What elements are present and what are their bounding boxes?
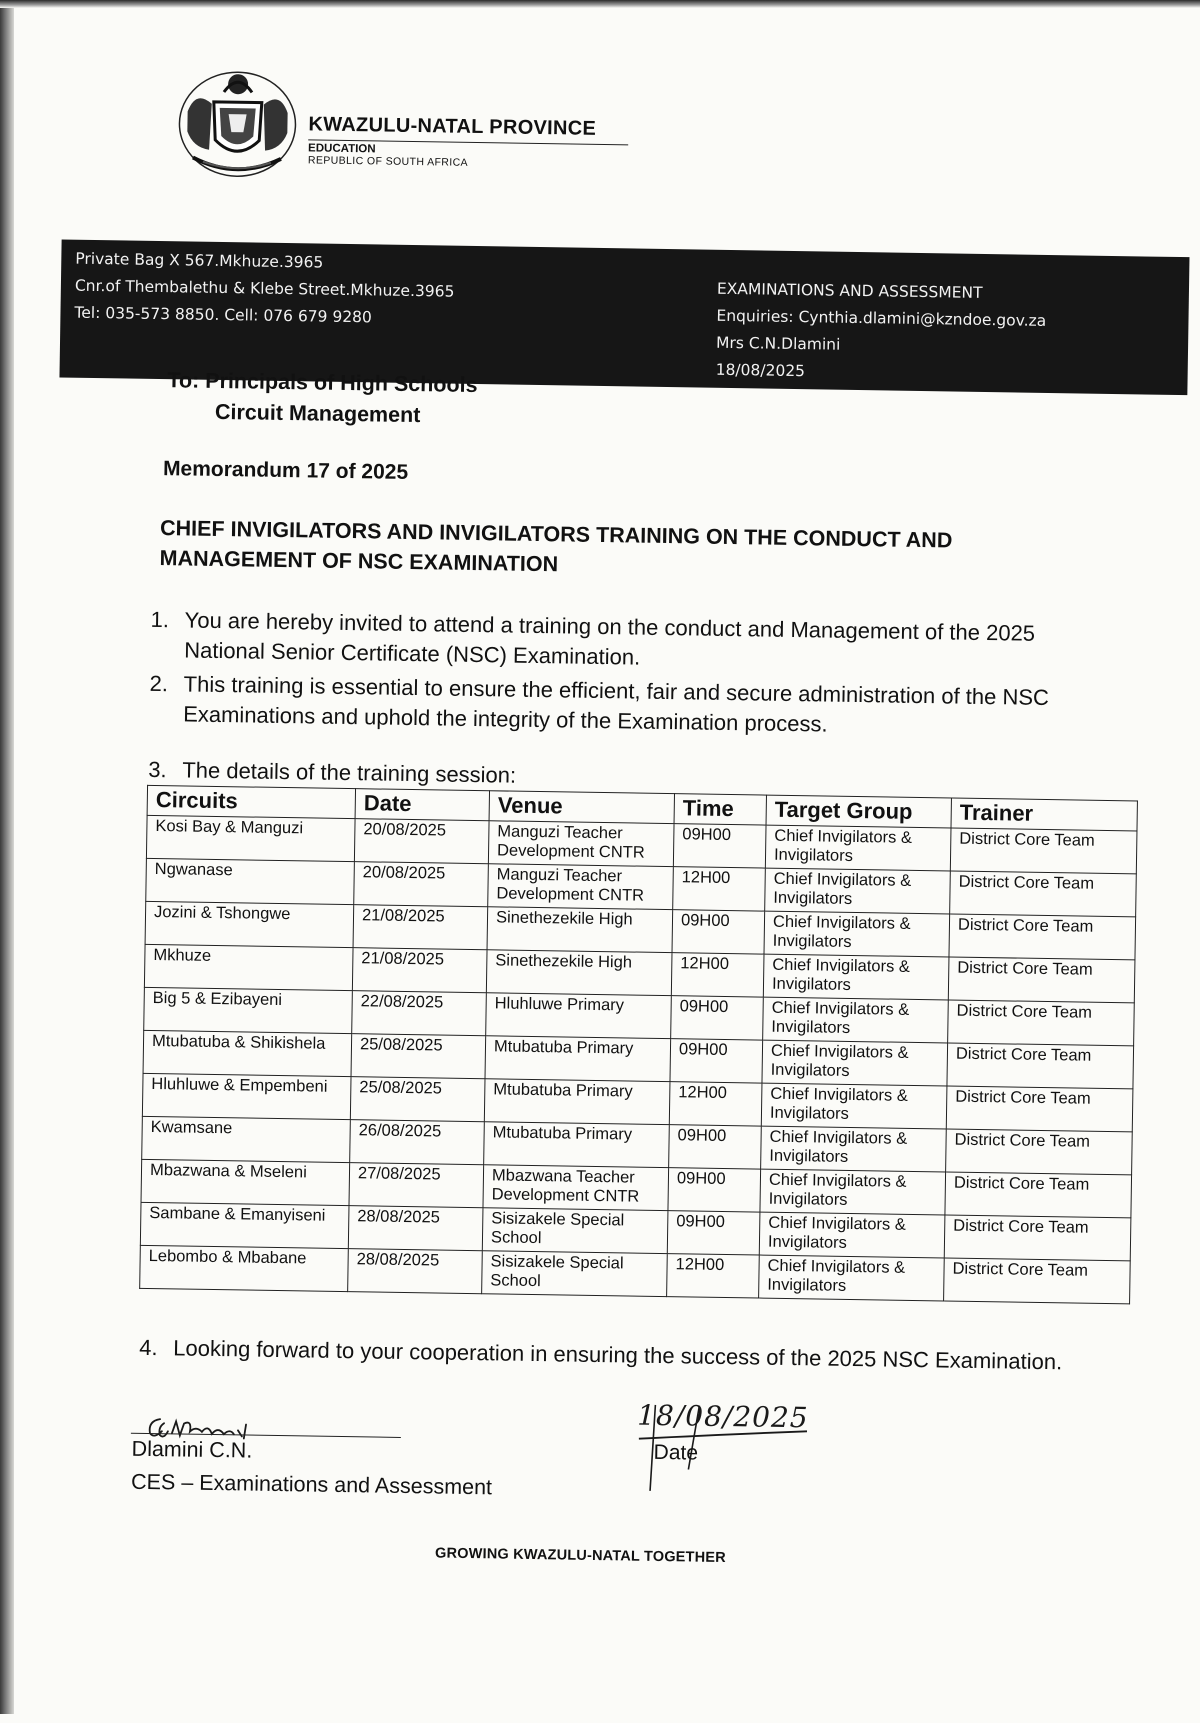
cell-trainer: District Core Team [950, 871, 1137, 917]
address-block [74, 246, 455, 333]
org-heading [308, 113, 629, 171]
signatory-block [131, 1433, 493, 1505]
paragraph-text: Looking forward to your cooperation in ensuring the success of the 2025 NSC Examination. [173, 1335, 1063, 1375]
coat-of-arms-icon [173, 61, 303, 181]
enquiries-line: Enquiries: Cynthia.dlamini@kzndoe.gov.za [716, 306, 1047, 330]
cell-target-group: Chief Invigilators & Invigilators [759, 1255, 945, 1301]
signatory-title: CES – Examinations and Assessment [130, 1469, 493, 1500]
cell-target-group: Chief Invigilators & Invigilators [763, 954, 949, 1000]
cell-target-group: Chief Invigilators & Invigilators [765, 868, 951, 914]
paragraph-4 [139, 1333, 1089, 1378]
recipients [167, 365, 478, 432]
cell-circuit: Mkhuze [144, 944, 353, 990]
header-trainer: Trainer [951, 798, 1137, 831]
cell-date: 21/08/2025 [353, 905, 488, 950]
cell-trainer: District Core Team [947, 1043, 1134, 1089]
cell-trainer: District Core Team [945, 1172, 1132, 1218]
banner-date: 18/08/2025 [715, 360, 806, 381]
cell-trainer: District Core Team [950, 828, 1137, 874]
cell-trainer: District Core Team [949, 914, 1136, 960]
department-name: EDUCATION [308, 142, 376, 156]
cell-venue: Mtubatuba Primary [484, 1122, 670, 1168]
cell-date: 26/08/2025 [350, 1120, 485, 1165]
date-label: Date [653, 1440, 699, 1465]
province-name: KWAZULU-NATAL PROVINCE [308, 113, 597, 140]
cell-date: 28/08/2025 [348, 1206, 483, 1251]
cell-time: 09H00 [672, 910, 765, 954]
header-time: Time [674, 794, 766, 825]
address-line-2: Cnr.of Thembalethu & Klebe Street.Mkhuze.3965 [74, 276, 455, 301]
cell-venue: Mbazwana Teacher Development CNTR [483, 1165, 669, 1211]
cell-time: 09H00 [671, 996, 764, 1040]
cell-venue: Mtubatuba Primary [484, 1079, 670, 1125]
cell-target-group: Chief Invigilators & Invigilators [761, 1083, 947, 1129]
cell-circuit: Mbazwana & Mseleni [141, 1159, 350, 1205]
cell-trainer: District Core Team [944, 1258, 1131, 1304]
cell-time: 12H00 [673, 867, 766, 911]
unit-name: EXAMINATIONS AND ASSESSMENT [716, 279, 983, 302]
paragraph-text: This training is essential to ensure the efficient, fair and secure administration of the NSC Examinations and uphold the integrity of the Examination process. [182, 671, 1050, 737]
cell-target-group: Chief Invigilators & Invigilators [760, 1169, 946, 1215]
cell-time: 09H00 [673, 824, 766, 868]
cell-trainer: District Core Team [948, 1000, 1135, 1046]
enquiries-block [715, 276, 1046, 389]
cell-circuit: Kwamsane [142, 1116, 351, 1162]
paragraph-1 [150, 605, 1101, 680]
cell-target-group: Chief Invigilators & Invigilators [763, 997, 949, 1043]
cell-circuit: Kosi Bay & Manguzi [146, 815, 355, 861]
cell-venue: Manguzi Teacher Development CNTR [488, 821, 674, 867]
contact-line: Tel: 035-573 8850. Cell: 076 679 9280 [74, 303, 372, 327]
cell-time: 12H00 [671, 953, 764, 997]
cell-trainer: District Core Team [948, 957, 1135, 1003]
cell-time: 09H00 [669, 1125, 762, 1169]
cell-target-group: Chief Invigilators & Invigilators [761, 1126, 947, 1172]
cell-target-group: Chief Invigilators & Invigilators [759, 1212, 945, 1258]
paragraph-number: 1. [150, 606, 170, 633]
contact-person: Mrs C.N.Dlamini [715, 333, 841, 354]
cell-time: 09H00 [668, 1168, 761, 1212]
cell-trainer: District Core Team [944, 1215, 1131, 1261]
memo-number: Memorandum 17 of 2025 [162, 457, 409, 484]
recipients-line-1: To: Principals of High Schools [167, 368, 478, 398]
cell-target-group: Chief Invigilators & Invigilators [765, 825, 951, 871]
cell-target-group: Chief Invigilators & Invigilators [762, 1040, 948, 1086]
cell-date: 22/08/2025 [352, 991, 487, 1036]
cell-time: 09H00 [670, 1039, 763, 1083]
paragraph-number: 3. [148, 756, 167, 783]
paragraph-text: The details of the training session: [182, 757, 517, 788]
cell-time: 09H00 [667, 1211, 760, 1255]
cell-circuit: Sambane & Emanyiseni [140, 1202, 349, 1248]
footer-slogan: GROWING KWAZULU-NATAL TOGETHER [434, 1545, 727, 1567]
header-circuits: Circuits [147, 785, 355, 818]
cell-time: 12H00 [669, 1082, 762, 1126]
cell-circuit: Jozini & Tshongwe [145, 901, 354, 947]
cell-circuit: Lebombo & Mbabane [140, 1245, 349, 1291]
training-schedule-table [139, 785, 1138, 1305]
cell-date: 21/08/2025 [352, 948, 487, 993]
cell-trainer: District Core Team [946, 1086, 1133, 1132]
cell-date: 20/08/2025 [354, 862, 489, 907]
cell-venue: Sisizakele Special School [482, 1251, 668, 1297]
address-line-1: Private Bag X 567.Mkhuze.3965 [75, 249, 324, 272]
country-name: REPUBLIC OF SOUTH AFRICA [307, 154, 469, 169]
cell-date: 25/08/2025 [351, 1034, 486, 1079]
header-venue: Venue [489, 791, 674, 824]
cell-circuit: Big 5 & Ezibayeni [144, 987, 353, 1033]
cell-time: 12H00 [667, 1254, 760, 1298]
paragraph-number: 4. [139, 1334, 158, 1361]
cell-venue: Manguzi Teacher Development CNTR [488, 864, 674, 910]
memo-subject: CHIEF INVIGILATORS AND INVIGILATORS TRAINING ON THE CONDUCT AND MANAGEMENT OF NSC EXAMINATION [159, 516, 953, 577]
handwritten-date: 18/08/2025 [636, 1398, 809, 1435]
cell-date: 20/08/2025 [354, 819, 489, 864]
header-date: Date [355, 789, 489, 821]
cell-venue: Sinethezekile High [487, 907, 673, 953]
signatory-name: Dlamini C.N. [131, 1436, 253, 1463]
cell-circuit: Hluhluwe & Empembeni [142, 1073, 351, 1119]
cell-venue: Sisizakele Special School [482, 1208, 668, 1254]
cell-circuit: Ngwanase [146, 858, 355, 904]
paragraph-text: You are hereby invited to attend a training on the conduct and Management of the 2025 National Senior Certificate (NSC) Examination. [184, 607, 1036, 670]
paragraph-2 [149, 669, 1100, 744]
cell-circuit: Mtubatuba & Shikishela [143, 1030, 352, 1076]
cell-venue: Hluhluwe Primary [486, 993, 672, 1039]
cell-venue: Mtubatuba Primary [485, 1036, 671, 1082]
header-target-group: Target Group [766, 795, 951, 828]
cell-date: 28/08/2025 [348, 1249, 483, 1294]
cell-target-group: Chief Invigilators & Invigilators [764, 911, 950, 957]
cell-trainer: District Core Team [946, 1129, 1133, 1175]
cell-date: 25/08/2025 [350, 1077, 485, 1122]
recipients-line-2: Circuit Management [214, 399, 421, 428]
paragraph-number: 2. [149, 670, 169, 697]
cell-date: 27/08/2025 [349, 1163, 484, 1208]
cell-venue: Sinethezekile High [486, 950, 672, 996]
